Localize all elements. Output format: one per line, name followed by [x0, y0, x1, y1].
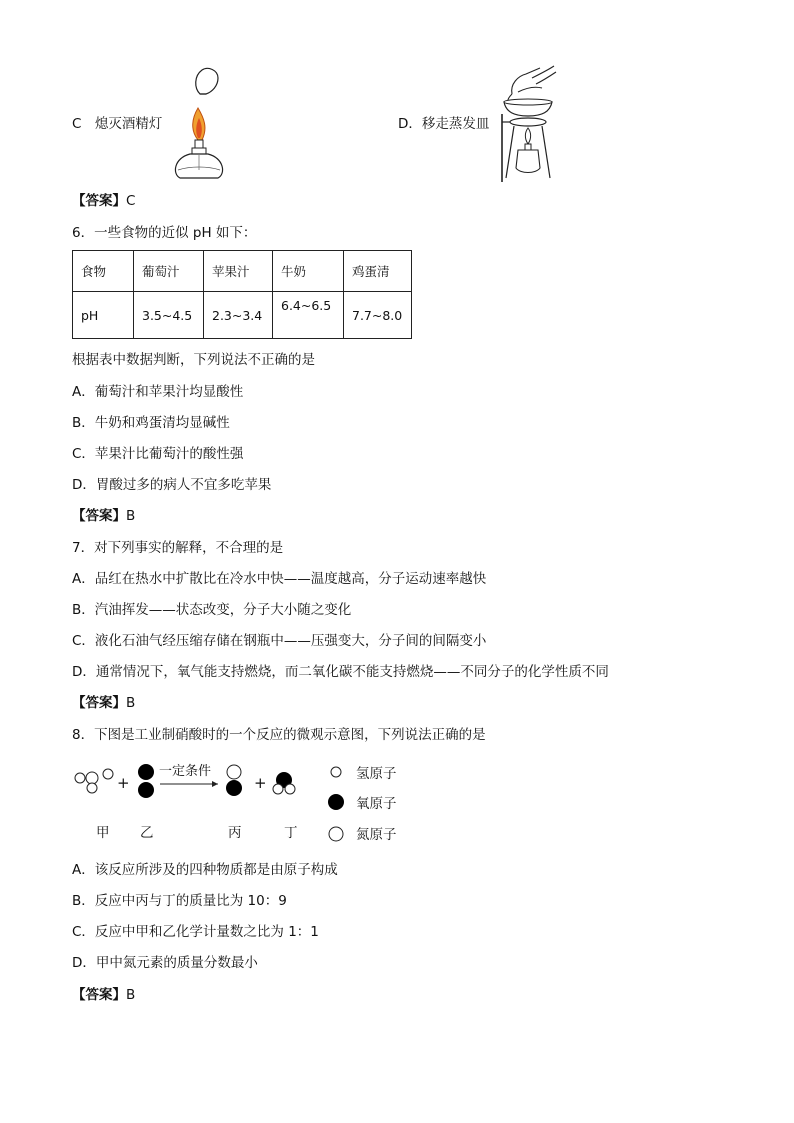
- q8-option-d: D．甲中氮元素的质量分数最小: [72, 955, 258, 971]
- q6-option-a: A．葡萄汁和苹果汁均显酸性: [72, 384, 244, 400]
- table-cell: 7.7~8.0: [344, 292, 412, 339]
- plus-sign: +: [254, 774, 267, 792]
- q8-option-b: B．反应中丙与丁的质量比为 10：9: [72, 893, 287, 909]
- q8-answer: [72, 987, 135, 1003]
- table-header-cell: 葡萄汁: [134, 251, 204, 292]
- answer-value: B: [126, 987, 136, 1003]
- q6-question: 根据表中数据判断，下列说法不正确的是: [72, 352, 315, 368]
- evaporating-dish-removal-illustration: [492, 64, 564, 182]
- table-row-label: pH: [73, 292, 134, 339]
- q6-option-c: C．苹果汁比葡萄汁的酸性强: [72, 446, 244, 462]
- q7-option-c: C．液化石油气经压缩存储在钢瓶中——压强变大，分子间的间隔变小: [72, 633, 487, 649]
- legend-oxygen-label: 氧原子: [356, 796, 397, 812]
- answer-value: B: [126, 695, 136, 711]
- legend-nitrogen-symbol: [329, 827, 343, 841]
- q8-option-c: C．反应中甲和乙化学计量数之比为 1：1: [72, 924, 319, 940]
- table-row: [73, 251, 412, 292]
- label-ding: 丁: [284, 825, 298, 841]
- legend-oxygen-symbol: [328, 794, 344, 810]
- table-cell: 6.4~6.5: [273, 292, 344, 339]
- reaction-condition: 一定条件: [159, 764, 212, 779]
- table-cell: 2.3~3.4: [204, 292, 273, 339]
- q8-option-a: A．该反应所涉及的四种物质都是由原子构成: [72, 862, 338, 878]
- legend-nitrogen-label: 氮原子: [356, 827, 397, 843]
- answer-value: B: [126, 508, 136, 524]
- q6-option-d: D．胃酸过多的病人不宜多吃苹果: [72, 477, 272, 493]
- q5-answer: [72, 193, 135, 209]
- q6-answer: [72, 508, 135, 524]
- legend-hydrogen-label: 氢原子: [356, 766, 397, 782]
- molecule-bing: [226, 765, 242, 796]
- answer-label: 【答案】: [72, 695, 126, 711]
- label-yi: 乙: [140, 825, 154, 841]
- legend-hydrogen-symbol: [331, 767, 341, 777]
- q7-stem: 7．对下列事实的解释，不合理的是: [72, 540, 284, 556]
- table-cell: 3.5~4.5: [134, 292, 204, 339]
- molecule-yi: [138, 764, 154, 798]
- plus-sign: +: [117, 774, 130, 792]
- molecule-jia: [75, 769, 113, 793]
- q7-answer: [72, 695, 135, 711]
- table-header-cell: 牛奶: [273, 251, 344, 292]
- table-header-cell: 苹果汁: [204, 251, 273, 292]
- table-row: [73, 292, 412, 339]
- q8-stem: 8．下图是工业制硝酸时的一个反应的微观示意图，下列说法正确的是: [72, 727, 486, 743]
- alcohol-lamp-extinguish-illustration: [168, 64, 230, 184]
- ph-table: [72, 250, 412, 339]
- label-jia: 甲: [96, 825, 110, 841]
- molecule-ding: [273, 772, 295, 794]
- answer-label: 【答案】: [72, 508, 126, 524]
- answer-label: 【答案】: [72, 193, 126, 209]
- q5-option-d: D．移走蒸发皿: [398, 116, 490, 132]
- q6-option-b: B．牛奶和鸡蛋清均显碱性: [72, 415, 230, 431]
- label-bing: 丙: [228, 825, 242, 841]
- q7-option-d: D．通常情况下，氧气能支持燃烧，而二氧化碳不能支持燃烧——不同分子的化学性质不同: [72, 664, 609, 680]
- q6-stem: 6．一些食物的近似 pH 如下：: [72, 225, 257, 241]
- q7-option-a: A．品红在热水中扩散比在冷水中快——温度越高，分子运动速率越快: [72, 571, 487, 587]
- table-header-cell: 鸡蛋清: [344, 251, 412, 292]
- answer-value: C: [126, 193, 136, 209]
- table-header-cell: 食物: [73, 251, 134, 292]
- q5-option-c: C 熄灭酒精灯: [72, 116, 163, 132]
- answer-label: 【答案】: [72, 987, 126, 1003]
- q7-option-b: B．汽油挥发——状态改变，分子大小随之变化: [72, 602, 352, 618]
